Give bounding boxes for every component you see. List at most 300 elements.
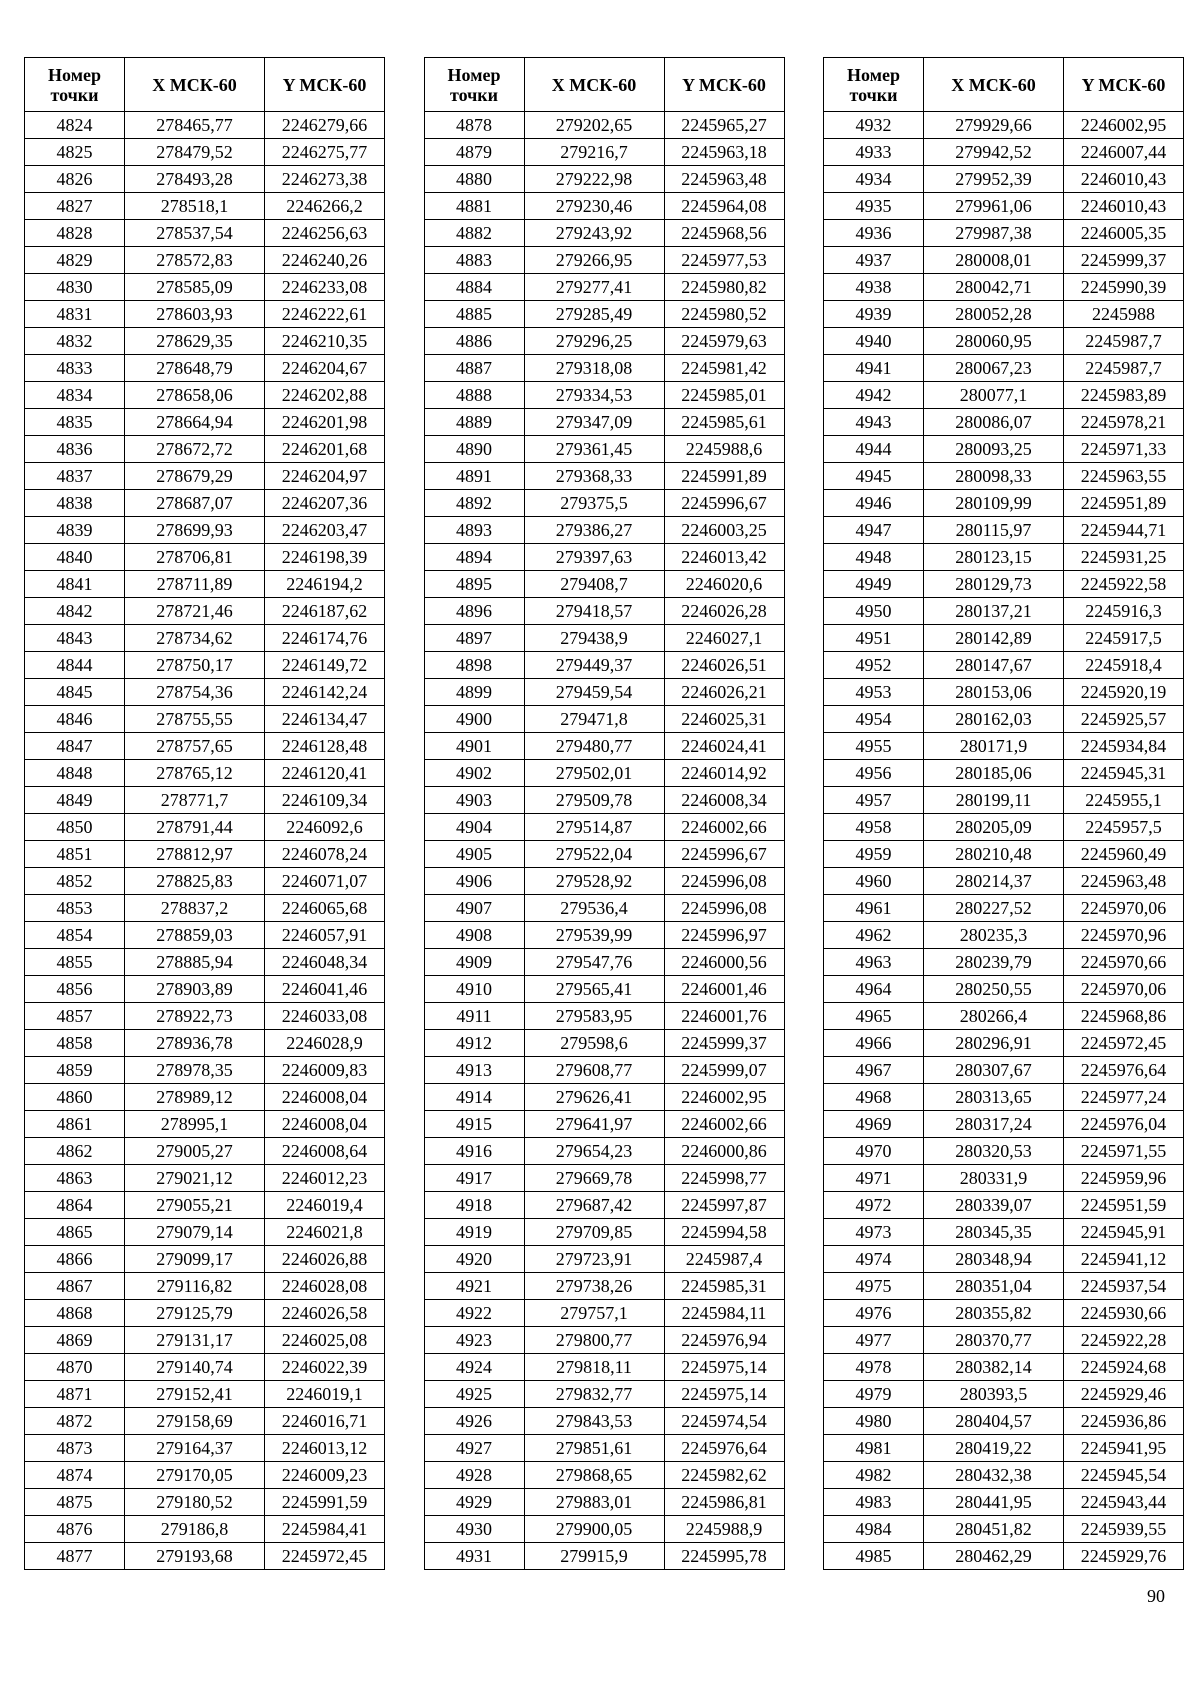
cell-x-coordinate: 279709,85 — [524, 1219, 664, 1246]
cell-x-coordinate: 279851,61 — [524, 1435, 664, 1462]
cell-y-coordinate: 2245991,89 — [664, 463, 784, 490]
table-row — [25, 706, 385, 733]
cell-y-coordinate: 2246033,08 — [265, 1003, 385, 1030]
cell-point-number: 4873 — [25, 1435, 125, 1462]
table-row — [424, 193, 784, 220]
cell-point-number: 4921 — [424, 1273, 524, 1300]
cell-x-coordinate: 279125,79 — [125, 1300, 265, 1327]
cell-x-coordinate: 280093,25 — [924, 436, 1064, 463]
cell-x-coordinate: 279418,57 — [524, 598, 664, 625]
cell-x-coordinate: 279868,65 — [524, 1462, 664, 1489]
cell-y-coordinate: 2245941,95 — [1064, 1435, 1184, 1462]
cell-point-number: 4892 — [424, 490, 524, 517]
table-row — [824, 1219, 1184, 1246]
cell-x-coordinate: 280214,37 — [924, 868, 1064, 895]
cell-y-coordinate: 2246026,28 — [664, 598, 784, 625]
table-row — [424, 814, 784, 841]
cell-point-number: 4968 — [824, 1084, 924, 1111]
cell-x-coordinate: 279800,77 — [524, 1327, 664, 1354]
table-row — [424, 787, 784, 814]
table-row — [424, 355, 784, 382]
table-row — [25, 787, 385, 814]
table-row — [824, 1246, 1184, 1273]
cell-x-coordinate: 279654,23 — [524, 1138, 664, 1165]
cell-y-coordinate: 2245930,66 — [1064, 1300, 1184, 1327]
cell-y-coordinate: 2245983,89 — [1064, 382, 1184, 409]
cell-y-coordinate: 2246275,77 — [265, 139, 385, 166]
cell-point-number: 4932 — [824, 112, 924, 139]
cell-point-number: 4862 — [25, 1138, 125, 1165]
cell-x-coordinate: 279818,11 — [524, 1354, 664, 1381]
cell-y-coordinate: 2245965,27 — [664, 112, 784, 139]
cell-x-coordinate: 279843,53 — [524, 1408, 664, 1435]
cell-point-number: 4900 — [424, 706, 524, 733]
cell-y-coordinate: 2245972,45 — [265, 1543, 385, 1570]
cell-x-coordinate: 279296,25 — [524, 328, 664, 355]
cell-x-coordinate: 279641,97 — [524, 1111, 664, 1138]
cell-x-coordinate: 280462,29 — [924, 1543, 1064, 1570]
table-header — [824, 58, 1184, 112]
table-row — [25, 1030, 385, 1057]
cell-y-coordinate: 2245959,96 — [1064, 1165, 1184, 1192]
cell-point-number: 4867 — [25, 1273, 125, 1300]
cell-x-coordinate: 279723,91 — [524, 1246, 664, 1273]
cell-x-coordinate: 278537,54 — [125, 220, 265, 247]
cell-y-coordinate: 2245970,96 — [1064, 922, 1184, 949]
cell-y-coordinate: 2245972,45 — [1064, 1030, 1184, 1057]
table-row — [25, 1327, 385, 1354]
cell-x-coordinate: 278936,78 — [125, 1030, 265, 1057]
table-row — [25, 1516, 385, 1543]
cell-point-number: 4903 — [424, 787, 524, 814]
cell-y-coordinate: 2245976,94 — [664, 1327, 784, 1354]
cell-y-coordinate: 2245975,14 — [664, 1354, 784, 1381]
cell-point-number: 4829 — [25, 247, 125, 274]
header-y-coordinate: Y МСК-60 — [664, 58, 784, 112]
cell-y-coordinate: 2245976,04 — [1064, 1111, 1184, 1138]
table-row — [824, 517, 1184, 544]
table-row — [824, 1300, 1184, 1327]
table-row — [824, 949, 1184, 976]
table-row — [25, 1165, 385, 1192]
cell-y-coordinate: 2246204,67 — [265, 355, 385, 382]
cell-y-coordinate: 2245945,31 — [1064, 760, 1184, 787]
cell-x-coordinate: 280370,77 — [924, 1327, 1064, 1354]
page-number: 90 — [1147, 1586, 1165, 1606]
table-row — [824, 625, 1184, 652]
table-row — [424, 274, 784, 301]
cell-x-coordinate: 278755,55 — [125, 706, 265, 733]
cell-x-coordinate: 278585,09 — [125, 274, 265, 301]
cell-point-number: 4936 — [824, 220, 924, 247]
cell-point-number: 4893 — [424, 517, 524, 544]
table-row — [25, 490, 385, 517]
cell-x-coordinate: 279055,21 — [125, 1192, 265, 1219]
cell-x-coordinate: 279929,66 — [924, 112, 1064, 139]
cell-x-coordinate: 279170,05 — [125, 1462, 265, 1489]
cell-x-coordinate: 280419,22 — [924, 1435, 1064, 1462]
cell-point-number: 4891 — [424, 463, 524, 490]
cell-y-coordinate: 2246240,26 — [265, 247, 385, 274]
cell-point-number: 4954 — [824, 706, 924, 733]
table-row — [824, 1030, 1184, 1057]
cell-point-number: 4963 — [824, 949, 924, 976]
table-row — [824, 760, 1184, 787]
cell-point-number: 4927 — [424, 1435, 524, 1462]
cell-y-coordinate: 2245945,54 — [1064, 1462, 1184, 1489]
table-row — [25, 382, 385, 409]
cell-y-coordinate: 2246021,8 — [265, 1219, 385, 1246]
cell-point-number: 4868 — [25, 1300, 125, 1327]
cell-y-coordinate: 2245916,3 — [1064, 598, 1184, 625]
cell-point-number: 4845 — [25, 679, 125, 706]
cell-x-coordinate: 280351,04 — [924, 1273, 1064, 1300]
table-row — [424, 139, 784, 166]
cell-y-coordinate: 2245982,62 — [664, 1462, 784, 1489]
cell-x-coordinate: 279987,38 — [924, 220, 1064, 247]
table-row — [424, 598, 784, 625]
table-row — [25, 193, 385, 220]
table-row — [424, 1516, 784, 1543]
cell-y-coordinate: 2246207,36 — [265, 490, 385, 517]
table-row — [824, 193, 1184, 220]
table-row — [25, 274, 385, 301]
table-row — [424, 247, 784, 274]
table-row — [424, 1327, 784, 1354]
cell-x-coordinate: 279079,14 — [125, 1219, 265, 1246]
cell-point-number: 4885 — [424, 301, 524, 328]
cell-y-coordinate: 2245987,7 — [1064, 355, 1184, 382]
table-row — [25, 409, 385, 436]
cell-point-number: 4912 — [424, 1030, 524, 1057]
table-row — [424, 1219, 784, 1246]
cell-y-coordinate: 2246233,08 — [265, 274, 385, 301]
cell-point-number: 4961 — [824, 895, 924, 922]
table-row — [824, 409, 1184, 436]
table-row — [424, 1246, 784, 1273]
cell-point-number: 4975 — [824, 1273, 924, 1300]
cell-y-coordinate: 2246002,66 — [664, 1111, 784, 1138]
cell-y-coordinate: 2246210,35 — [265, 328, 385, 355]
cell-point-number: 4925 — [424, 1381, 524, 1408]
cell-x-coordinate: 279522,04 — [524, 841, 664, 868]
cell-x-coordinate: 278812,97 — [125, 841, 265, 868]
table-row — [824, 1381, 1184, 1408]
cell-x-coordinate: 280313,65 — [924, 1084, 1064, 1111]
cell-y-coordinate: 2246000,86 — [664, 1138, 784, 1165]
table-row — [824, 895, 1184, 922]
coordinate-tables — [24, 57, 1184, 1570]
cell-y-coordinate: 2245943,44 — [1064, 1489, 1184, 1516]
cell-x-coordinate: 279471,8 — [524, 706, 664, 733]
cell-x-coordinate: 279961,06 — [924, 193, 1064, 220]
cell-y-coordinate: 2245991,59 — [265, 1489, 385, 1516]
cell-point-number: 4830 — [25, 274, 125, 301]
cell-y-coordinate: 2246204,97 — [265, 463, 385, 490]
cell-x-coordinate: 279565,41 — [524, 976, 664, 1003]
cell-point-number: 4915 — [424, 1111, 524, 1138]
cell-y-coordinate: 2246026,21 — [664, 679, 784, 706]
table-row — [824, 841, 1184, 868]
table-row — [824, 1327, 1184, 1354]
cell-y-coordinate: 2245971,33 — [1064, 436, 1184, 463]
cell-y-coordinate: 2246109,34 — [265, 787, 385, 814]
cell-y-coordinate: 2245963,18 — [664, 139, 784, 166]
cell-y-coordinate: 2245945,91 — [1064, 1219, 1184, 1246]
table-row — [25, 220, 385, 247]
cell-point-number: 4831 — [25, 301, 125, 328]
cell-y-coordinate: 2245931,25 — [1064, 544, 1184, 571]
cell-y-coordinate: 2245987,7 — [1064, 328, 1184, 355]
cell-y-coordinate: 2245978,21 — [1064, 409, 1184, 436]
table-row — [824, 814, 1184, 841]
cell-y-coordinate: 2246013,42 — [664, 544, 784, 571]
table-row — [25, 436, 385, 463]
cell-y-coordinate: 2245929,76 — [1064, 1543, 1184, 1570]
cell-x-coordinate: 278721,46 — [125, 598, 265, 625]
table-row — [424, 328, 784, 355]
cell-y-coordinate: 2245968,56 — [664, 220, 784, 247]
cell-point-number: 4966 — [824, 1030, 924, 1057]
cell-y-coordinate: 2246279,66 — [265, 112, 385, 139]
cell-point-number: 4953 — [824, 679, 924, 706]
cell-point-number: 4951 — [824, 625, 924, 652]
table-row — [824, 112, 1184, 139]
cell-point-number: 4931 — [424, 1543, 524, 1570]
cell-y-coordinate: 2246014,92 — [664, 760, 784, 787]
cell-x-coordinate: 280432,38 — [924, 1462, 1064, 1489]
cell-point-number: 4971 — [824, 1165, 924, 1192]
cell-point-number: 4964 — [824, 976, 924, 1003]
cell-point-number: 4929 — [424, 1489, 524, 1516]
cell-x-coordinate: 280147,67 — [924, 652, 1064, 679]
cell-y-coordinate: 2245980,82 — [664, 274, 784, 301]
cell-y-coordinate: 2246020,6 — [664, 571, 784, 598]
cell-y-coordinate: 2245963,48 — [1064, 868, 1184, 895]
cell-x-coordinate: 278629,35 — [125, 328, 265, 355]
cell-y-coordinate: 2245997,87 — [664, 1192, 784, 1219]
cell-y-coordinate: 2245925,57 — [1064, 706, 1184, 733]
cell-x-coordinate: 279539,99 — [524, 922, 664, 949]
cell-y-coordinate: 2246078,24 — [265, 841, 385, 868]
cell-x-coordinate: 280348,94 — [924, 1246, 1064, 1273]
cell-y-coordinate: 2246016,71 — [265, 1408, 385, 1435]
table-row — [424, 490, 784, 517]
table-row — [824, 1354, 1184, 1381]
cell-y-coordinate: 2245944,71 — [1064, 517, 1184, 544]
cell-point-number: 4828 — [25, 220, 125, 247]
table-row — [25, 733, 385, 760]
cell-point-number: 4887 — [424, 355, 524, 382]
table-row — [824, 1192, 1184, 1219]
table-row — [824, 436, 1184, 463]
cell-y-coordinate: 2246013,12 — [265, 1435, 385, 1462]
cell-point-number: 4858 — [25, 1030, 125, 1057]
cell-x-coordinate: 279397,63 — [524, 544, 664, 571]
cell-x-coordinate: 279883,01 — [524, 1489, 664, 1516]
cell-point-number: 4941 — [824, 355, 924, 382]
cell-y-coordinate: 2245963,48 — [664, 166, 784, 193]
cell-x-coordinate: 280239,79 — [924, 949, 1064, 976]
table-row — [25, 1084, 385, 1111]
table-row — [824, 166, 1184, 193]
cell-y-coordinate: 2246002,95 — [1064, 112, 1184, 139]
cell-point-number: 4958 — [824, 814, 924, 841]
cell-point-number: 4943 — [824, 409, 924, 436]
cell-point-number: 4881 — [424, 193, 524, 220]
table-row — [25, 1435, 385, 1462]
cell-point-number: 4895 — [424, 571, 524, 598]
cell-y-coordinate: 2245964,08 — [664, 193, 784, 220]
cell-point-number: 4882 — [424, 220, 524, 247]
table-row — [424, 1462, 784, 1489]
cell-y-coordinate: 2246008,34 — [664, 787, 784, 814]
header-point-number: Номер точки — [424, 58, 524, 112]
cell-x-coordinate: 280042,71 — [924, 274, 1064, 301]
table-row — [824, 733, 1184, 760]
cell-x-coordinate: 279347,09 — [524, 409, 664, 436]
cell-x-coordinate: 279361,45 — [524, 436, 664, 463]
cell-point-number: 4886 — [424, 328, 524, 355]
cell-point-number: 4852 — [25, 868, 125, 895]
cell-y-coordinate: 2245955,1 — [1064, 787, 1184, 814]
cell-point-number: 4944 — [824, 436, 924, 463]
cell-x-coordinate: 278978,35 — [125, 1057, 265, 1084]
table-row — [424, 166, 784, 193]
cell-point-number: 4957 — [824, 787, 924, 814]
cell-point-number: 4869 — [25, 1327, 125, 1354]
table-row — [424, 679, 784, 706]
cell-point-number: 4977 — [824, 1327, 924, 1354]
cell-x-coordinate: 278658,06 — [125, 382, 265, 409]
cell-x-coordinate: 280162,03 — [924, 706, 1064, 733]
cell-y-coordinate: 2246026,58 — [265, 1300, 385, 1327]
header-y-coordinate: Y МСК-60 — [265, 58, 385, 112]
cell-point-number: 4959 — [824, 841, 924, 868]
table-row — [824, 328, 1184, 355]
cell-point-number: 4967 — [824, 1057, 924, 1084]
cell-point-number: 4919 — [424, 1219, 524, 1246]
cell-y-coordinate: 2246008,04 — [265, 1111, 385, 1138]
cell-point-number: 4848 — [25, 760, 125, 787]
coordinates-table-2 — [424, 57, 785, 1570]
cell-x-coordinate: 279243,92 — [524, 220, 664, 247]
cell-y-coordinate: 2245988 — [1064, 301, 1184, 328]
cell-x-coordinate: 278572,83 — [125, 247, 265, 274]
cell-y-coordinate: 2246019,4 — [265, 1192, 385, 1219]
cell-x-coordinate: 280393,5 — [924, 1381, 1064, 1408]
cell-y-coordinate: 2245960,49 — [1064, 841, 1184, 868]
table-row — [25, 1057, 385, 1084]
cell-y-coordinate: 2245951,59 — [1064, 1192, 1184, 1219]
cell-y-coordinate: 2245988,6 — [664, 436, 784, 463]
cell-point-number: 4918 — [424, 1192, 524, 1219]
cell-y-coordinate: 2246048,34 — [265, 949, 385, 976]
table-row — [25, 571, 385, 598]
table-row — [25, 1462, 385, 1489]
table-row — [424, 895, 784, 922]
cell-y-coordinate: 2245922,58 — [1064, 571, 1184, 598]
table-row — [25, 1408, 385, 1435]
cell-x-coordinate: 279952,39 — [924, 166, 1064, 193]
header-x-coordinate: X МСК-60 — [125, 58, 265, 112]
cell-point-number: 4866 — [25, 1246, 125, 1273]
cell-y-coordinate: 2246194,2 — [265, 571, 385, 598]
cell-point-number: 4839 — [25, 517, 125, 544]
table-row — [25, 1381, 385, 1408]
table-row — [824, 1516, 1184, 1543]
cell-point-number: 4982 — [824, 1462, 924, 1489]
cell-x-coordinate: 279626,41 — [524, 1084, 664, 1111]
cell-x-coordinate: 279193,68 — [125, 1543, 265, 1570]
cell-x-coordinate: 279583,95 — [524, 1003, 664, 1030]
cell-y-coordinate: 2245920,19 — [1064, 679, 1184, 706]
cell-x-coordinate: 279738,26 — [524, 1273, 664, 1300]
cell-x-coordinate: 280227,52 — [924, 895, 1064, 922]
cell-x-coordinate: 279230,46 — [524, 193, 664, 220]
cell-point-number: 4973 — [824, 1219, 924, 1246]
table-row — [424, 220, 784, 247]
cell-x-coordinate: 279536,4 — [524, 895, 664, 922]
cell-point-number: 4980 — [824, 1408, 924, 1435]
cell-y-coordinate: 2245968,86 — [1064, 1003, 1184, 1030]
cell-point-number: 4939 — [824, 301, 924, 328]
table-row — [25, 1300, 385, 1327]
cell-point-number: 4928 — [424, 1462, 524, 1489]
cell-point-number: 4840 — [25, 544, 125, 571]
cell-point-number: 4889 — [424, 409, 524, 436]
cell-point-number: 4948 — [824, 544, 924, 571]
cell-point-number: 4850 — [25, 814, 125, 841]
cell-point-number: 4935 — [824, 193, 924, 220]
cell-y-coordinate: 2246027,1 — [664, 625, 784, 652]
table-row — [424, 463, 784, 490]
cell-x-coordinate: 278479,52 — [125, 139, 265, 166]
cell-point-number: 4984 — [824, 1516, 924, 1543]
table-row — [25, 112, 385, 139]
cell-x-coordinate: 279528,92 — [524, 868, 664, 895]
cell-point-number: 4864 — [25, 1192, 125, 1219]
cell-point-number: 4827 — [25, 193, 125, 220]
cell-y-coordinate: 2246019,1 — [265, 1381, 385, 1408]
cell-x-coordinate: 278791,44 — [125, 814, 265, 841]
cell-x-coordinate: 278706,81 — [125, 544, 265, 571]
cell-y-coordinate: 2245985,31 — [664, 1273, 784, 1300]
table-row — [824, 544, 1184, 571]
cell-y-coordinate: 2246041,46 — [265, 976, 385, 1003]
table-row — [824, 1003, 1184, 1030]
cell-x-coordinate: 278687,07 — [125, 490, 265, 517]
cell-y-coordinate: 2246009,23 — [265, 1462, 385, 1489]
table-row — [824, 274, 1184, 301]
cell-x-coordinate: 280008,01 — [924, 247, 1064, 274]
cell-point-number: 4937 — [824, 247, 924, 274]
cell-point-number: 4910 — [424, 976, 524, 1003]
cell-x-coordinate: 278679,29 — [125, 463, 265, 490]
cell-x-coordinate: 280129,73 — [924, 571, 1064, 598]
cell-x-coordinate: 280250,55 — [924, 976, 1064, 1003]
cell-y-coordinate: 2245976,64 — [664, 1435, 784, 1462]
cell-point-number: 4894 — [424, 544, 524, 571]
cell-y-coordinate: 2245979,63 — [664, 328, 784, 355]
cell-point-number: 4946 — [824, 490, 924, 517]
cell-y-coordinate: 2245980,52 — [664, 301, 784, 328]
table-row — [424, 652, 784, 679]
table-row — [824, 598, 1184, 625]
table-row — [424, 1273, 784, 1300]
cell-y-coordinate: 2245975,14 — [664, 1381, 784, 1408]
cell-y-coordinate: 2245985,01 — [664, 382, 784, 409]
